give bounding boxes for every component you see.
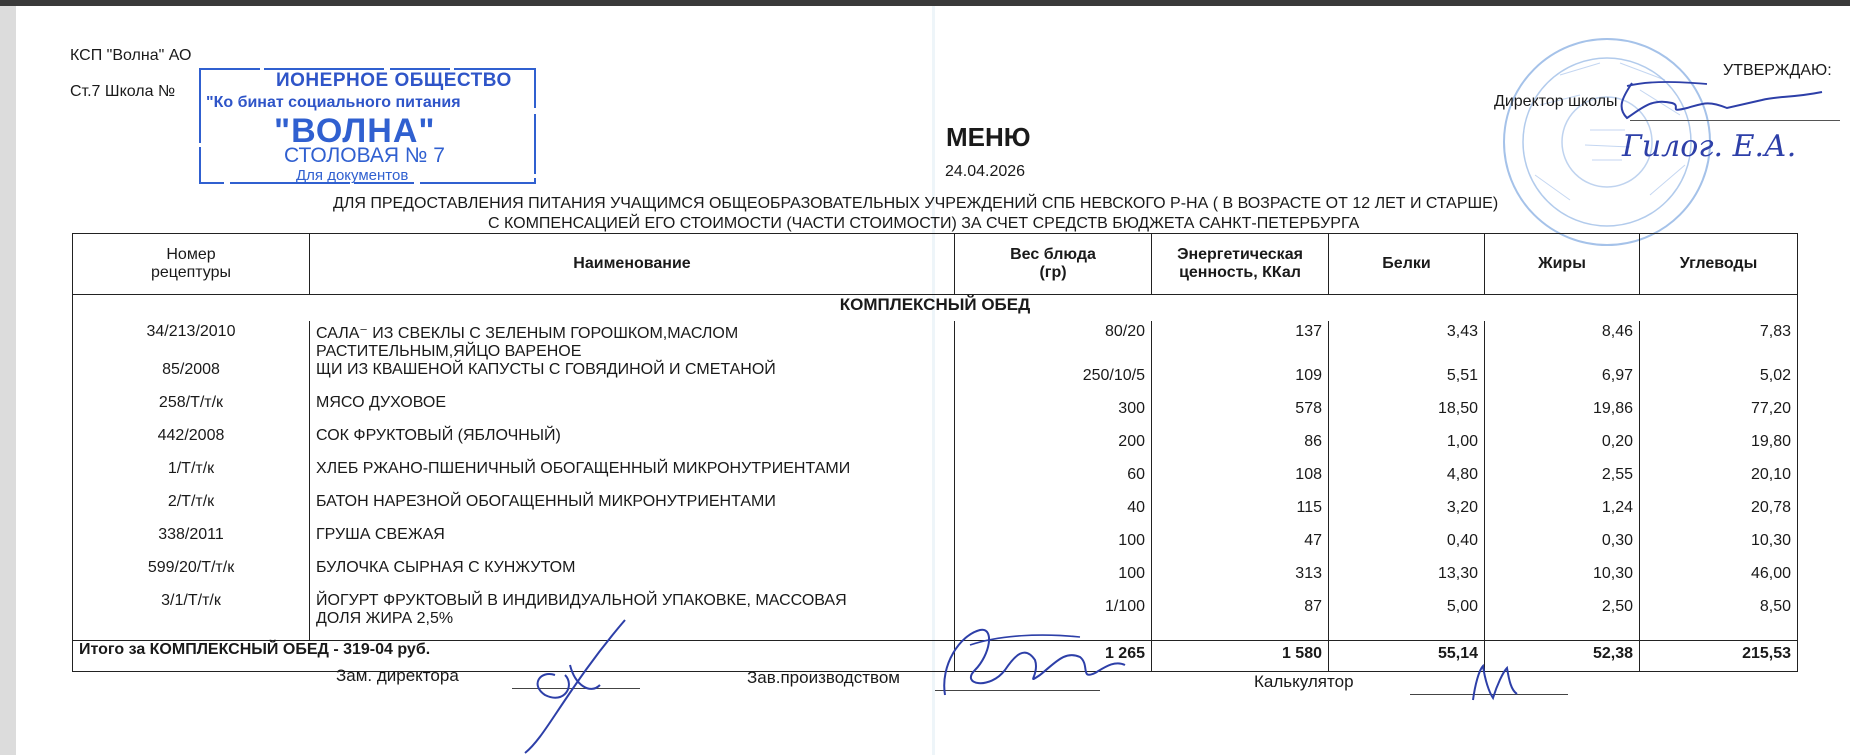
- organization-name: КСП "Волна" АО: [70, 47, 192, 64]
- director-signed-name: Гилог. Е.А.: [1622, 129, 1797, 164]
- window-top-bar: [0, 0, 1850, 6]
- scan-left-margin: [0, 6, 16, 755]
- canteen-stamp: [198, 68, 538, 186]
- dish-fat: 2,55: [1485, 460, 1640, 493]
- subtitle-line2: С КОМПЕНСАЦИЕЙ ЕГО СТОИМОСТИ (ЧАСТИ СТОИМОСТИ) ЗА СЧЕТ СРЕДСТВ БЮДЖЕТА САНКТ-ПЕТЕРБУРГА: [488, 215, 1360, 232]
- dish-fat: 19,86: [1485, 394, 1640, 427]
- school-label: Ст.7 Школа №: [70, 83, 176, 100]
- table-row: [73, 394, 1798, 427]
- deputy-director-label: Зам. директора: [336, 666, 459, 685]
- table-row: [73, 559, 1798, 592]
- calculator-label: Калькулятор: [1254, 672, 1354, 691]
- header-name: Наименование: [310, 234, 955, 295]
- dish-carbs: 7,83: [1640, 321, 1798, 361]
- header-recipe: Номер рецептуры: [73, 234, 310, 295]
- dish-fat: 10,30: [1485, 559, 1640, 592]
- dish-fat: 1,24: [1485, 493, 1640, 526]
- dish-name: БАТОН НАРЕЗНОЙ ОБОГАЩЕННЫЙ МИКРОНУТРИЕНТАМИ: [310, 493, 955, 526]
- dish-energy: 87: [1152, 592, 1329, 641]
- recipe-code: 3/1/Т/т/к: [73, 592, 310, 641]
- dish-weight: 200: [955, 427, 1152, 460]
- stamp-line4: СТОЛОВАЯ № 7: [284, 144, 445, 167]
- dish-name: ГРУША СВЕЖАЯ: [310, 526, 955, 559]
- recipe-code: 85/2008: [73, 361, 310, 394]
- dish-energy: 313: [1152, 559, 1329, 592]
- table-header-row: [73, 234, 1798, 295]
- dish-weight: 250/10/5: [955, 361, 1152, 394]
- recipe-code: 258/Т/т/к: [73, 394, 310, 427]
- dish-protein: 4,80: [1329, 460, 1485, 493]
- menu-table: [72, 233, 1798, 672]
- recipe-code: 599/20/Т/т/к: [73, 559, 310, 592]
- dish-fat: 0,30: [1485, 526, 1640, 559]
- dish-weight: 40: [955, 493, 1152, 526]
- dish-name: СОК ФРУКТОВЫЙ (ЯБЛОЧНЫЙ): [310, 427, 955, 460]
- total-energy: 1 580: [1152, 641, 1329, 672]
- dish-name: САЛА⁻ ИЗ СВЕКЛЫ С ЗЕЛЕНЫМ ГОРОШКОМ,МАСЛОМ РАСТИТЕЛЬНЫМ,ЯЙЦО ВАРЕНОЕ: [310, 321, 955, 361]
- recipe-code: 338/2011: [73, 526, 310, 559]
- dish-weight: 300: [955, 394, 1152, 427]
- dish-weight: 1/100: [955, 592, 1152, 641]
- page-title: МЕНЮ: [946, 122, 1031, 152]
- deputy-signature: [495, 615, 645, 755]
- dish-weight: 60: [955, 460, 1152, 493]
- recipe-code: 1/Т/т/к: [73, 460, 310, 493]
- dish-energy: 109: [1152, 361, 1329, 394]
- table-row: [73, 321, 1798, 361]
- dish-carbs: 20,78: [1640, 493, 1798, 526]
- dish-energy: 115: [1152, 493, 1329, 526]
- dish-energy: 578: [1152, 394, 1329, 427]
- table-row: [73, 361, 1798, 394]
- header-weight: Вес блюда (гр): [955, 234, 1152, 295]
- dish-fat: 8,46: [1485, 321, 1640, 361]
- table-row: [73, 493, 1798, 526]
- header-energy: Энергетическая ценность, ККал: [1152, 234, 1329, 295]
- dish-carbs: 77,20: [1640, 394, 1798, 427]
- table-row: [73, 526, 1798, 559]
- calculator-signature: [1465, 660, 1525, 705]
- dish-protein: 5,51: [1329, 361, 1485, 394]
- stamp-line3: "ВОЛНА": [274, 112, 436, 150]
- total-fat: 52,38: [1485, 641, 1640, 672]
- menu-date: 24.04.2026: [945, 163, 1026, 180]
- dish-fat: 6,97: [1485, 361, 1640, 394]
- header-carbs: Углеводы: [1640, 234, 1798, 295]
- dish-energy: 108: [1152, 460, 1329, 493]
- dish-weight: 100: [955, 559, 1152, 592]
- subtitle-line1: ДЛЯ ПРЕДОСТАВЛЕНИЯ ПИТАНИЯ УЧАЩИМСЯ ОБЩЕОБРАЗОВАТЕЛЬНЫХ УЧРЕЖДЕНИЙ СПБ НЕВСКОГО Р-НА ( В ВОЗРАСТЕ ОТ 12 ЛЕТ И СТАРШЕ): [333, 195, 1499, 212]
- dish-carbs: 5,02: [1640, 361, 1798, 394]
- dish-name: ХЛЕБ РЖАНО-ПШЕНИЧНЫЙ ОБОГАЩЕННЫЙ МИКРОНУТРИЕНТАМИ: [310, 460, 955, 493]
- header-fat: Жиры: [1485, 234, 1640, 295]
- dish-name: ЙОГУРТ ФРУКТОВЫЙ В ИНДИВИДУАЛЬНОЙ УПАКОВКЕ, МАССОВАЯ ДОЛЯ ЖИРА 2,5%: [310, 592, 955, 641]
- director-label: Директор школы: [1494, 93, 1618, 110]
- table-row: [73, 427, 1798, 460]
- dish-weight: 80/20: [955, 321, 1152, 361]
- dish-protein: 1,00: [1329, 427, 1485, 460]
- stamp-line5: Для документов: [296, 167, 409, 184]
- total-carbs: 215,53: [1640, 641, 1798, 672]
- director-signature: [1612, 78, 1847, 168]
- dish-carbs: 46,00: [1640, 559, 1798, 592]
- table-row: [73, 460, 1798, 493]
- recipe-code: 34/213/2010: [73, 321, 310, 361]
- stamp-line1: ИОНЕРНОЕ ОБЩЕСТВО: [276, 70, 512, 91]
- recipe-code: 442/2008: [73, 427, 310, 460]
- dish-energy: 137: [1152, 321, 1329, 361]
- section-title: КОМПЛЕКСНЫЙ ОБЕД: [73, 295, 1798, 322]
- stamp-line2: "Ко бинат социального питания: [206, 94, 461, 111]
- dish-protein: 18,50: [1329, 394, 1485, 427]
- dish-name: ЩИ ИЗ КВАШЕНОЙ КАПУСТЫ С ГОВЯДИНОЙ И СМЕТАНОЙ: [310, 361, 955, 394]
- production-manager-label: Зав.производством: [747, 668, 900, 687]
- dish-weight: 100: [955, 526, 1152, 559]
- dish-energy: 86: [1152, 427, 1329, 460]
- dish-fat: 2,50: [1485, 592, 1640, 641]
- dish-name: БУЛОЧКА СЫРНАЯ С КУНЖУТОМ: [310, 559, 955, 592]
- total-label: Итого за КОМПЛЕКСНЫЙ ОБЕД - 319-04 руб.: [73, 641, 955, 672]
- dish-protein: 5,00: [1329, 592, 1485, 641]
- dish-carbs: 8,50: [1640, 592, 1798, 641]
- total-protein: 55,14: [1329, 641, 1485, 672]
- dish-carbs: 10,30: [1640, 526, 1798, 559]
- dish-fat: 0,20: [1485, 427, 1640, 460]
- dish-protein: 0,40: [1329, 526, 1485, 559]
- dish-protein: 3,20: [1329, 493, 1485, 526]
- total-weight: 1 265: [955, 641, 1152, 672]
- dish-protein: 3,43: [1329, 321, 1485, 361]
- dish-carbs: 19,80: [1640, 427, 1798, 460]
- section-row: [73, 295, 1798, 322]
- dish-name: МЯСО ДУХОВОЕ: [310, 394, 955, 427]
- dish-carbs: 20,10: [1640, 460, 1798, 493]
- header-protein: Белки: [1329, 234, 1485, 295]
- dish-energy: 47: [1152, 526, 1329, 559]
- dish-protein: 13,30: [1329, 559, 1485, 592]
- approve-label: УТВЕРЖДАЮ:: [1723, 62, 1832, 79]
- recipe-code: 2/Т/т/к: [73, 493, 310, 526]
- production-signature: [930, 615, 1130, 705]
